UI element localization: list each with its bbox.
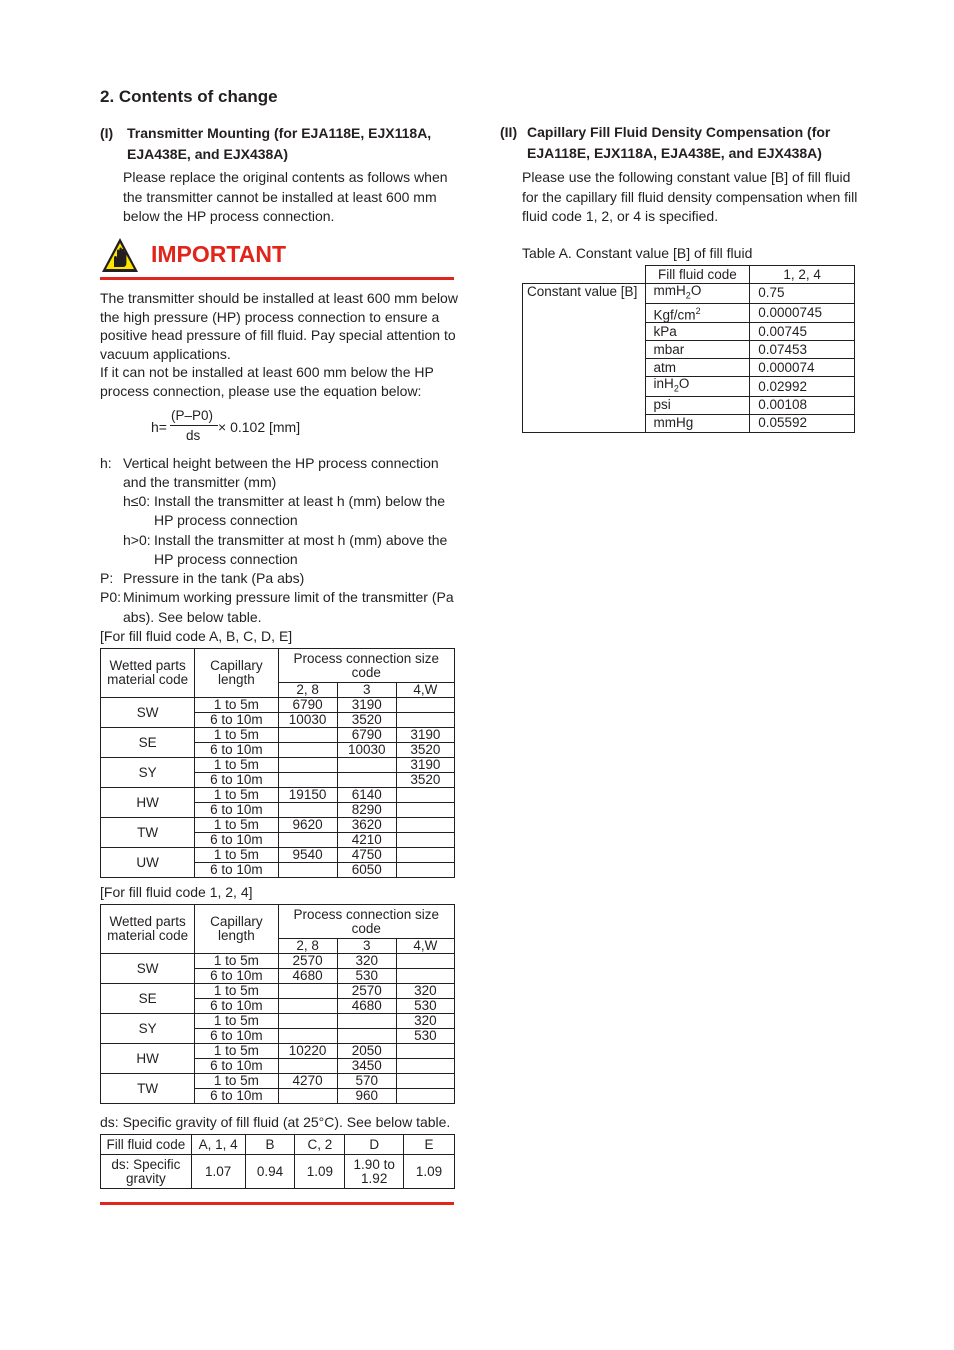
pressure-value-cell: 3620 (337, 818, 396, 833)
pressure-value-cell (278, 1089, 337, 1104)
constant-value-table (522, 265, 855, 433)
pressure-value-cell: 3520 (337, 713, 396, 728)
pressure-value-cell: 2050 (337, 1044, 396, 1059)
pressure-value-cell: 10220 (278, 1044, 337, 1059)
def-p-text: Pressure in the tank (Pa abs) (123, 570, 305, 586)
table-row (101, 1074, 455, 1089)
ds-row-label: ds: Specific gravity (101, 1155, 192, 1189)
table-row (101, 848, 455, 863)
pressure-value-cell (396, 969, 454, 984)
value-cell: 0.07453 (750, 341, 855, 359)
capillary-length-cell: 1 to 5m (195, 698, 278, 713)
table1-body (101, 698, 455, 878)
def-p-label: P: (100, 570, 114, 586)
subsection-number: (II) (500, 124, 518, 140)
intro-line: Please replace the original contents as follows when (123, 169, 448, 185)
pressure-value-cell (396, 788, 454, 803)
capillary-length-cell: 1 to 5m (195, 984, 278, 999)
equation (151, 405, 331, 445)
pressure-value-cell (337, 1014, 396, 1029)
header-sub: 2, 8 (278, 939, 337, 954)
pressure-value-cell: 19150 (278, 788, 337, 803)
intro-line: for the capillary fill fluid density compensation when fill (522, 188, 858, 205)
pressure-value-cell (278, 999, 337, 1014)
pressure-value-cell (278, 1059, 337, 1074)
unit-cell: inH$_2$O (645, 377, 750, 397)
def-hgt0-text: Install the transmitter at most h (mm) above the (154, 532, 448, 548)
capillary-length-cell: 6 to 10m (195, 1089, 278, 1104)
value-cell: 0.00745 (750, 323, 855, 341)
capillary-length-cell: 1 to 5m (195, 728, 278, 743)
ds-table (100, 1134, 455, 1189)
pressure-value-cell: 4210 (337, 833, 396, 848)
unit-cell: Kgf/$cm^2$ (645, 303, 750, 323)
pressure-value-cell: 960 (337, 1089, 396, 1104)
def-h-text: Vertical height between the HP process connection (123, 455, 439, 471)
pressure-value-cell: 8290 (337, 803, 396, 818)
pressure-value-cell: 6050 (337, 863, 396, 878)
table-row (101, 758, 455, 773)
pressure-value-cell: 530 (396, 1029, 454, 1044)
material-code-cell: SW (101, 954, 195, 984)
header-capillary: Capillary length (195, 905, 278, 954)
pressure-value-cell (278, 728, 337, 743)
equation-numerator: (P–P0) (171, 408, 214, 423)
subsection-number: (I) (100, 125, 114, 141)
table-row (101, 984, 455, 999)
capillary-length-cell: 6 to 10m (195, 713, 278, 728)
capillary-length-cell: 6 to 10m (195, 969, 278, 984)
capillary-length-cell: 6 to 10m (195, 999, 278, 1014)
def-h-label: h: (100, 455, 112, 471)
intro-paragraph-left (123, 168, 463, 227)
ds-value: 1.09 (295, 1155, 345, 1189)
header-sub: 4,W (396, 939, 454, 954)
header-process-connection: Process connection size code (278, 905, 455, 939)
important-label: IMPORTANT (151, 241, 287, 267)
subsection-title-line2: EJA118E, EJX118A, EJA438E, and EJX438A) (527, 145, 822, 161)
subsection-title-line1: Capillary Fill Fluid Density Compensation (for (527, 124, 831, 140)
intro-line: below the HP process connection. (123, 208, 335, 224)
important-line: If it can not be installed at least 600 mm below the HP (100, 364, 434, 381)
table-row (101, 728, 455, 743)
header-sub: 2, 8 (278, 683, 337, 698)
pressure-value-cell: 320 (337, 954, 396, 969)
capillary-length-cell: 6 to 10m (195, 1059, 278, 1074)
value-cell: 0.0000745 (750, 303, 855, 323)
pressure-value-cell: 3190 (337, 698, 396, 713)
table-row (101, 698, 455, 713)
pressure-value-cell: 320 (396, 1014, 454, 1029)
section-title: 2. Contents of change (100, 87, 278, 106)
ds-header-cell: D (345, 1135, 404, 1155)
unit-cell: mmH$_2$O (645, 284, 750, 304)
subsection-title-line1: Transmitter Mounting (for EJA118E, EJX118A, (127, 125, 432, 141)
table2-body (101, 954, 455, 1104)
pressure-value-cell (278, 984, 337, 999)
important-bottom-rule (100, 1202, 454, 1205)
capillary-length-cell: 1 to 5m (195, 1044, 278, 1059)
hand-warning-icon (101, 237, 139, 273)
intro-line: Please use the following constant value [B] of fill fluid (522, 169, 851, 185)
capillary-length-cell: 6 to 10m (195, 803, 278, 818)
pressure-value-cell (278, 758, 337, 773)
capillary-length-cell: 1 to 5m (195, 1074, 278, 1089)
def-p0-text: Minimum working pressure limit of the transmitter (Pa (123, 589, 454, 605)
pressure-value-cell (337, 773, 396, 788)
header-material: Wetted parts material code (101, 649, 195, 698)
important-line: positive head pressure of fill fluid. Pay special attention to (100, 327, 456, 344)
def-p0-label: P0: (100, 589, 122, 605)
header-capillary: Capillary length (195, 649, 278, 698)
pressure-value-cell (337, 1029, 396, 1044)
material-code-cell: SE (101, 984, 195, 1014)
pressure-value-cell (396, 833, 454, 848)
capillary-length-cell: 1 to 5m (195, 818, 278, 833)
material-code-cell: SE (101, 728, 195, 758)
table-row (101, 1044, 455, 1059)
table-row (101, 954, 455, 969)
ds-header-cell: C, 2 (295, 1135, 345, 1155)
equation-denominator: ds (186, 428, 201, 443)
header-process-connection: Process connection size code (278, 649, 455, 683)
pressure-value-cell: 10030 (278, 713, 337, 728)
pressure-value-cell (396, 1059, 454, 1074)
value-cell: 0.000074 (750, 359, 855, 377)
ds-header-cell: E (404, 1135, 455, 1155)
important-line: The transmitter should be installed at least 600 mm below (100, 290, 458, 306)
pressure-value-cell: 4680 (278, 969, 337, 984)
unit-cell: mmHg (645, 414, 750, 432)
subsection-heading-ii (500, 122, 860, 164)
important-line: process connection, please use the equation below: (100, 382, 422, 399)
capillary-length-cell: 6 to 10m (195, 773, 278, 788)
p0-table-124 (100, 904, 455, 1104)
capillary-length-cell: 1 to 5m (195, 848, 278, 863)
unit-cell: kPa (645, 323, 750, 341)
ds-value: 1.07 (191, 1155, 245, 1189)
capillary-length-cell: 1 to 5m (195, 788, 278, 803)
intro-paragraph-right (522, 168, 862, 227)
pressure-value-cell (278, 1014, 337, 1029)
header-fill-fluid-code: Fill fluid code (645, 266, 750, 284)
p0-table-abcde (100, 648, 455, 878)
material-code-cell: SY (101, 758, 195, 788)
header-fill-code-value: 1, 2, 4 (750, 266, 855, 284)
pressure-value-cell (396, 1044, 454, 1059)
pressure-value-cell (278, 863, 337, 878)
def-h-text: and the transmitter (mm) (123, 474, 277, 490)
pressure-value-cell (396, 848, 454, 863)
pressure-value-cell: 4680 (337, 999, 396, 1014)
pressure-value-cell (396, 1089, 454, 1104)
pressure-value-cell (337, 758, 396, 773)
capillary-length-cell: 6 to 10m (195, 743, 278, 758)
ds-value: 0.94 (245, 1155, 295, 1189)
pressure-value-cell: 10030 (337, 743, 396, 758)
subsection-title-line2: EJA438E, and EJX438A) (127, 146, 289, 162)
equation-rhs: × 0.102 [mm] (218, 419, 301, 435)
table-row (101, 788, 455, 803)
pressure-value-cell: 9540 (278, 848, 337, 863)
value-cell: 0.75 (750, 284, 855, 304)
def-hle0-text: HP process connection (154, 512, 298, 528)
header-sub: 3 (337, 683, 396, 698)
ds-header-cell: B (245, 1135, 295, 1155)
material-code-cell: UW (101, 848, 195, 878)
def-hgt0-text: HP process connection (154, 551, 298, 567)
capillary-length-cell: 6 to 10m (195, 1029, 278, 1044)
table2-caption: [For fill fluid code 1, 2, 4] (100, 884, 253, 900)
important-top-rule (100, 277, 454, 280)
value-cell: 0.05592 (750, 414, 855, 432)
fraction-bar (170, 425, 218, 426)
capillary-length-cell: 1 to 5m (195, 1014, 278, 1029)
important-line: the high pressure (HP) process connection to ensure a (100, 308, 440, 325)
pressure-value-cell: 4750 (337, 848, 396, 863)
unit-cell: mbar (645, 341, 750, 359)
def-hle0-text: Install the transmitter at least h (mm) below the (154, 493, 445, 509)
capillary-length-cell: 6 to 10m (195, 863, 278, 878)
pressure-value-cell (278, 833, 337, 848)
def-p0-text: abs). See below table. (123, 609, 262, 625)
ds-value: 1.90 to 1.92 (345, 1155, 404, 1189)
constant-row-label: Constant value [B] (523, 284, 646, 433)
pressure-value-cell: 3520 (396, 743, 454, 758)
material-code-cell: SY (101, 1014, 195, 1044)
important-line: vacuum applications. (100, 345, 231, 362)
ds-header-cell: Fill fluid code (101, 1135, 192, 1155)
pressure-value-cell: 3450 (337, 1059, 396, 1074)
ds-caption: ds: Specific gravity of fill fluid (at 25°C). See below table. (100, 1114, 451, 1130)
table-row (101, 1014, 455, 1029)
pressure-value-cell (396, 803, 454, 818)
pressure-value-cell: 530 (396, 999, 454, 1014)
ds-header-cell: A, 1, 4 (191, 1135, 245, 1155)
capillary-length-cell: 1 to 5m (195, 758, 278, 773)
pressure-value-cell: 570 (337, 1074, 396, 1089)
pressure-value-cell: 3520 (396, 773, 454, 788)
table-row (101, 818, 455, 833)
material-code-cell: TW (101, 818, 195, 848)
unit-cell: atm (645, 359, 750, 377)
pressure-value-cell (396, 863, 454, 878)
pressure-value-cell (396, 1074, 454, 1089)
capillary-length-cell: 1 to 5m (195, 954, 278, 969)
important-text (100, 289, 460, 401)
header-material: Wetted parts material code (101, 905, 195, 954)
pressure-value-cell: 9620 (278, 818, 337, 833)
pressure-value-cell: 3190 (396, 728, 454, 743)
material-code-cell: HW (101, 1044, 195, 1074)
pressure-value-cell (396, 713, 454, 728)
equation-lhs: h= (151, 419, 167, 435)
header-sub: 4,W (396, 683, 454, 698)
table1-caption: [For fill fluid code A, B, C, D, E] (100, 628, 293, 644)
value-cell: 0.02992 (750, 377, 855, 397)
pressure-value-cell: 2570 (337, 984, 396, 999)
pressure-value-cell: 3190 (396, 758, 454, 773)
capillary-length-cell: 6 to 10m (195, 833, 278, 848)
pressure-value-cell (278, 1029, 337, 1044)
pressure-value-cell: 4270 (278, 1074, 337, 1089)
pressure-value-cell: 2570 (278, 954, 337, 969)
table-a-caption: Table A. Constant value [B] of fill fluid (522, 245, 753, 261)
intro-line: fluid code 1, 2, or 4 is specified. (522, 208, 719, 224)
def-hle0-label: h≤0: (123, 493, 151, 509)
pressure-value-cell: 320 (396, 984, 454, 999)
intro-line: the transmitter cannot be installed at least 600 mm (123, 188, 437, 205)
header-sub: 3 (337, 939, 396, 954)
def-hgt0-label: h>0: (123, 532, 151, 548)
pressure-value-cell (278, 803, 337, 818)
pressure-value-cell (278, 743, 337, 758)
material-code-cell: HW (101, 788, 195, 818)
pressure-value-cell (396, 818, 454, 833)
pressure-value-cell: 6140 (337, 788, 396, 803)
unit-cell: psi (645, 396, 750, 414)
pressure-value-cell: 6790 (337, 728, 396, 743)
pressure-value-cell: 530 (337, 969, 396, 984)
value-cell: 0.00108 (750, 396, 855, 414)
pressure-value-cell (396, 954, 454, 969)
material-code-cell: TW (101, 1074, 195, 1104)
ds-value: 1.09 (404, 1155, 455, 1189)
pressure-value-cell (278, 773, 337, 788)
subsection-heading-i (100, 123, 460, 165)
pressure-value-cell (396, 698, 454, 713)
pressure-value-cell: 6790 (278, 698, 337, 713)
material-code-cell: SW (101, 698, 195, 728)
blank-corner (523, 266, 646, 284)
